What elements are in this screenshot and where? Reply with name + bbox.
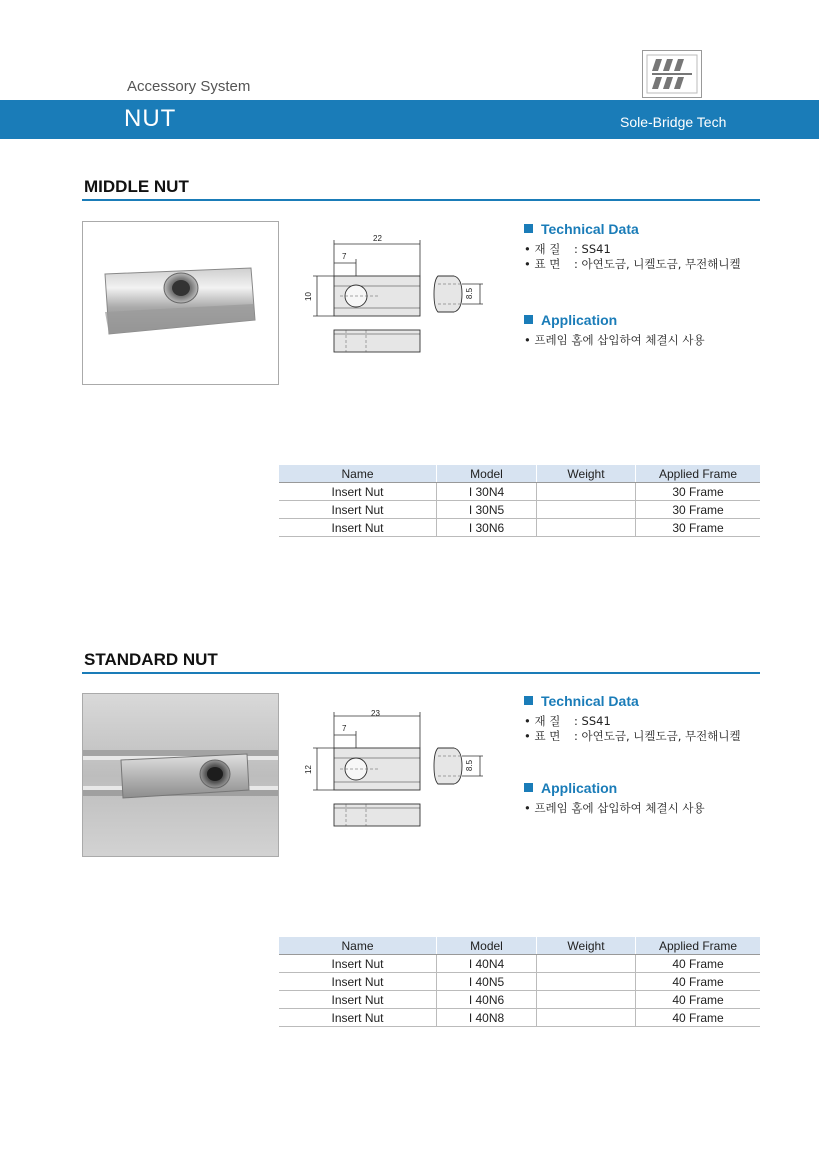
dim-hole-offset: 7 xyxy=(342,252,347,261)
cell-weight xyxy=(537,955,636,973)
application-heading: Application xyxy=(524,312,617,328)
cell-name: Insert Nut xyxy=(279,519,437,537)
standard-nut-drawing xyxy=(300,700,440,830)
standard-nut-photo xyxy=(82,693,279,857)
col-applied-frame: Applied Frame xyxy=(636,937,761,955)
standard-nut-side-view xyxy=(432,744,492,790)
dim-side-height: 8.5 xyxy=(465,287,475,300)
table-header-row xyxy=(279,465,760,483)
col-weight: Weight xyxy=(537,465,636,483)
col-name: Name xyxy=(279,465,437,483)
cell-weight xyxy=(537,519,636,537)
cell-frame: 40 Frame xyxy=(636,973,761,991)
dim-height: 10 xyxy=(303,292,313,301)
cell-weight xyxy=(537,1009,636,1027)
tech-surface-row: • 표 면 : 아연도금, 니켈도금, 무전해니켈 xyxy=(524,729,741,743)
cell-name: Insert Nut xyxy=(279,1009,437,1027)
middle-nut-side-view xyxy=(432,272,492,318)
table-row xyxy=(279,483,760,501)
section-rule xyxy=(82,199,760,201)
cell-model: I 40N5 xyxy=(437,973,537,991)
cell-frame: 40 Frame xyxy=(636,1009,761,1027)
cell-model: I 30N6 xyxy=(437,519,537,537)
cell-frame: 30 Frame xyxy=(636,519,761,537)
cell-model: I 40N4 xyxy=(437,955,537,973)
technical-data-heading: Technical Data xyxy=(524,693,639,709)
cell-frame: 30 Frame xyxy=(636,501,761,519)
application-heading: Application xyxy=(524,780,617,796)
cell-name: Insert Nut xyxy=(279,973,437,991)
table-row xyxy=(279,991,760,1009)
tech-surface-row: • 표 면 : 아연도금, 니켈도금, 무전해니켈 xyxy=(524,257,741,271)
dim-length: 22 xyxy=(373,234,382,243)
col-name: Name xyxy=(279,937,437,955)
page-subtitle: Accessory System xyxy=(127,78,251,95)
standard-nut-spec-table xyxy=(279,937,760,1027)
company-logo xyxy=(642,50,702,98)
middle-nut-photo xyxy=(82,221,279,385)
tech-material-row: • 재 질 : SS41 xyxy=(524,242,611,256)
cell-name: Insert Nut xyxy=(279,955,437,973)
cell-frame: 40 Frame xyxy=(636,955,761,973)
cell-model: I 30N5 xyxy=(437,501,537,519)
cell-model: I 40N6 xyxy=(437,991,537,1009)
cell-weight xyxy=(537,991,636,1009)
technical-data-heading: Technical Data xyxy=(524,221,639,237)
dim-height: 12 xyxy=(303,765,313,774)
middle-nut-drawing xyxy=(300,228,440,358)
section-title-middle-nut: MIDDLE NUT xyxy=(84,177,189,196)
cell-frame: 30 Frame xyxy=(636,483,761,501)
table-row xyxy=(279,955,760,973)
cell-weight xyxy=(537,973,636,991)
cell-weight xyxy=(537,483,636,501)
application-text: • 프레임 홈에 삽입하여 체결시 사용 xyxy=(524,801,705,815)
tech-material-row: • 재 질 : SS41 xyxy=(524,714,611,728)
cell-frame: 40 Frame xyxy=(636,991,761,1009)
page-title: NUT xyxy=(124,105,177,132)
table-row xyxy=(279,501,760,519)
dim-side-height: 8.5 xyxy=(465,759,475,772)
dim-length: 23 xyxy=(371,709,380,718)
cell-model: I 30N4 xyxy=(437,483,537,501)
application-text: • 프레임 홈에 삽입하여 체결시 사용 xyxy=(524,333,705,347)
section-title-standard-nut: STANDARD NUT xyxy=(84,650,218,669)
middle-nut-spec-table xyxy=(279,465,760,537)
table-row xyxy=(279,973,760,991)
dim-hole-offset: 7 xyxy=(342,724,347,733)
col-applied-frame: Applied Frame xyxy=(636,465,761,483)
cell-name: Insert Nut xyxy=(279,991,437,1009)
col-model: Model xyxy=(437,465,537,483)
table-row xyxy=(279,1009,760,1027)
col-weight: Weight xyxy=(537,937,636,955)
table-row xyxy=(279,519,760,537)
section-rule xyxy=(82,672,760,674)
cell-weight xyxy=(537,501,636,519)
company-name: Sole-Bridge Tech xyxy=(620,114,727,130)
cell-name: Insert Nut xyxy=(279,483,437,501)
col-model: Model xyxy=(437,937,537,955)
cell-name: Insert Nut xyxy=(279,501,437,519)
table-header-row xyxy=(279,937,760,955)
cell-model: I 40N8 xyxy=(437,1009,537,1027)
